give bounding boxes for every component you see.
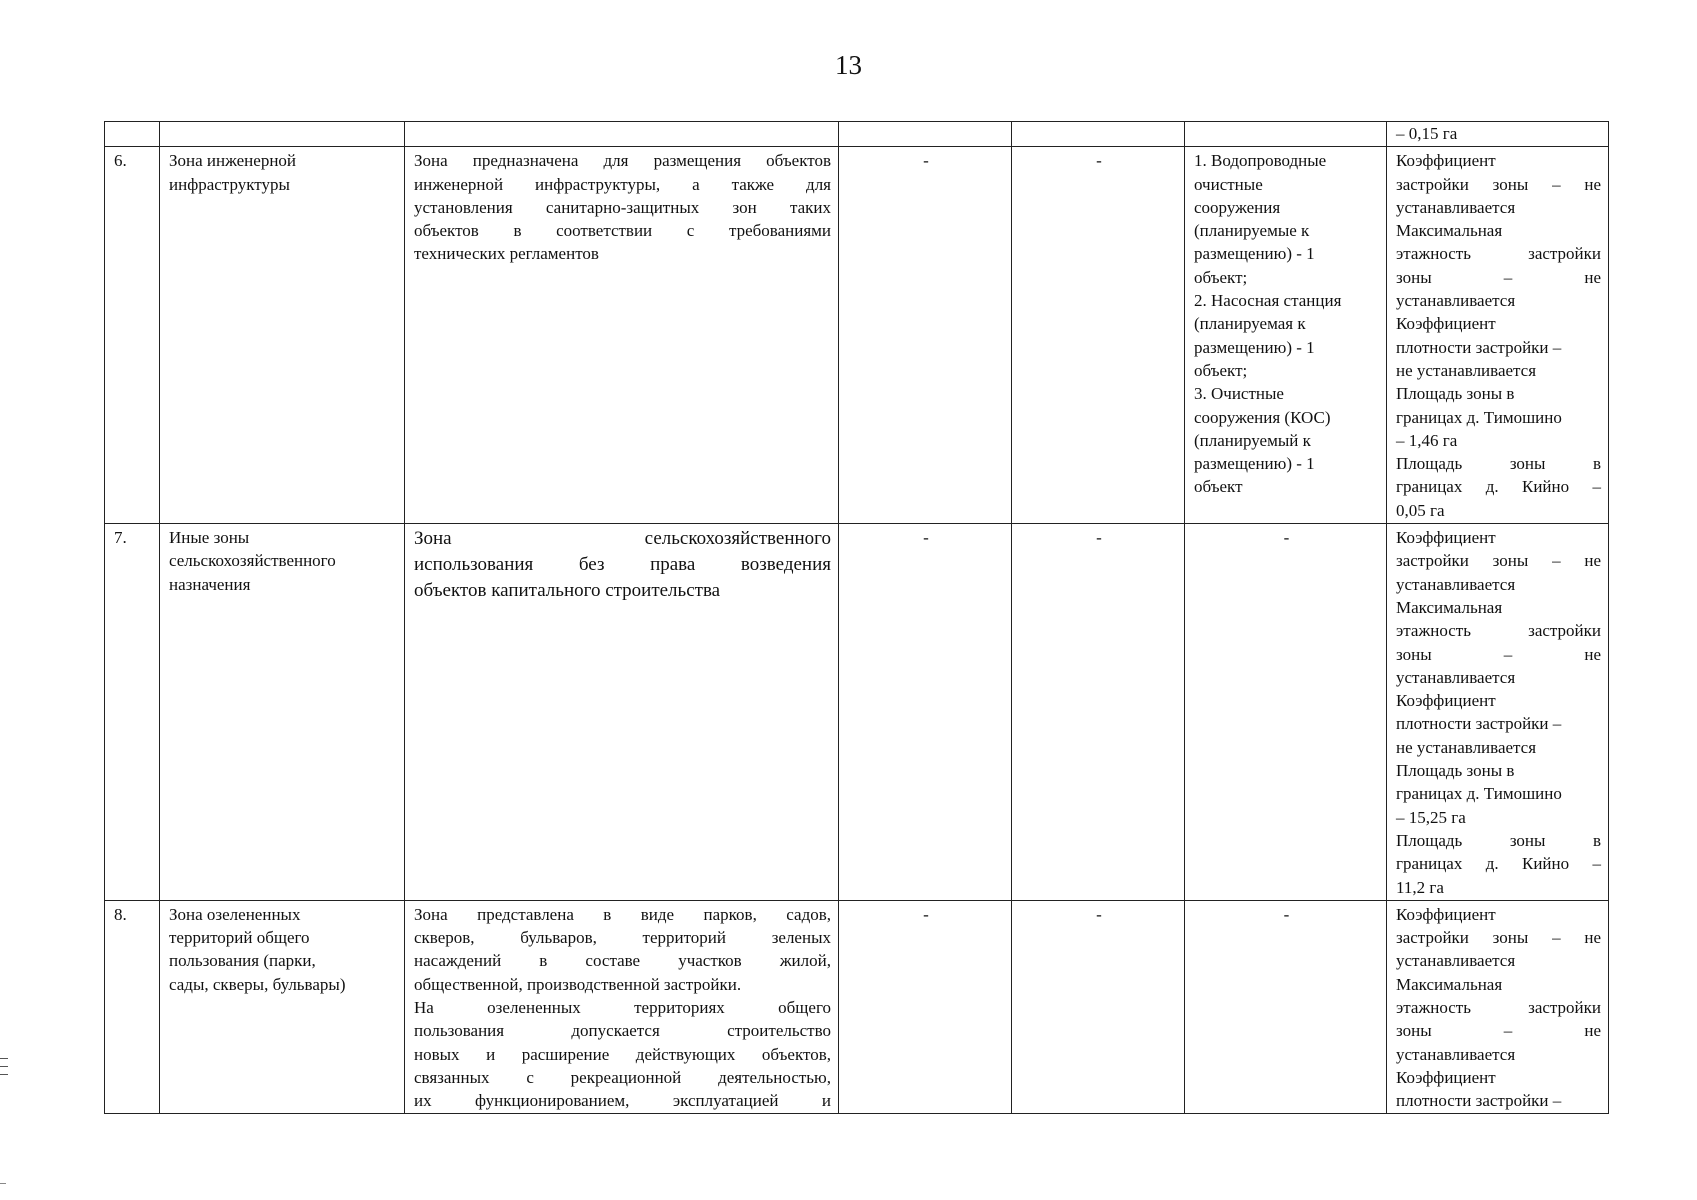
params-line: Коэффициент: [1396, 528, 1496, 548]
zone-name-line: Иные зоны: [169, 528, 250, 548]
params-line: Площадь зоны в: [1396, 454, 1601, 474]
objects-line: размещению) - 1: [1194, 337, 1315, 357]
zone-description-cell: [405, 524, 839, 901]
params-line: не устанавливается: [1396, 360, 1537, 380]
table-row: [105, 524, 1609, 901]
params-line: зоны – не: [1396, 1021, 1601, 1041]
params-line: – 1,46 га: [1396, 430, 1458, 450]
params-line: не устанавливается: [1396, 737, 1537, 757]
zone-name-cell: [160, 524, 405, 901]
row-number: 8.: [105, 900, 160, 1114]
objects-line: 3. Очистные: [1194, 384, 1284, 404]
row-number: 6.: [105, 147, 160, 524]
params-line: Коэффициент: [1396, 1067, 1496, 1087]
objects-line: размещению) - 1: [1194, 244, 1315, 264]
params-line: Площадь зоны в: [1396, 761, 1515, 781]
zone-name-cell: [160, 900, 405, 1114]
objects-line: сооружения (КОС): [1194, 407, 1331, 427]
page-number: 13: [835, 50, 862, 80]
params-cell: [1387, 900, 1609, 1114]
description-line: Зона предназначена для размещения объектов: [414, 151, 831, 171]
objects-line: объект;: [1194, 267, 1248, 287]
params-line: этажность застройки: [1396, 997, 1601, 1017]
description-line: насаждений в составе участков жилой,: [414, 951, 831, 971]
zone-name-line: назначения: [169, 574, 251, 594]
objects-line: (планируемый к: [1194, 430, 1311, 450]
params-line: плотности застройки –: [1396, 337, 1562, 357]
margin-tick: [0, 1066, 8, 1067]
params-line: – 0,15 га: [1396, 124, 1458, 143]
zone-name-line: Зона инженерной: [169, 151, 297, 171]
zone-description-cell: [405, 900, 839, 1114]
description-line: новых и расширение действующих объектов,: [414, 1044, 831, 1064]
params-line: Максимальная: [1396, 221, 1503, 241]
table-cell: [839, 122, 1012, 147]
params-line: этажность застройки: [1396, 621, 1601, 641]
params-line: плотности застройки –: [1396, 1091, 1562, 1111]
objects-line: размещению) - 1: [1194, 454, 1315, 474]
params-line: границах д. Кийно –: [1396, 854, 1601, 874]
params-line: Коэффициент: [1396, 904, 1496, 924]
row-number: 7.: [105, 524, 160, 901]
params-line: устанавливается: [1396, 197, 1516, 217]
zone-name-line: сельскохозяйственного: [169, 551, 336, 571]
params-line: Максимальная: [1396, 974, 1503, 994]
params-line: устанавливается: [1396, 574, 1516, 594]
scan-margin-marks: [0, 1058, 8, 1082]
description-line: использования без права возведения: [414, 554, 831, 576]
zone-name-line: территорий общего: [169, 928, 310, 948]
objects-line: 2. Насосная станция: [1194, 291, 1342, 311]
table-row: [105, 900, 1609, 1114]
description-line: общественной, производственной застройки.: [414, 974, 742, 994]
objects-line: (планируемая к: [1194, 314, 1306, 334]
dash-cell: -: [1185, 524, 1387, 901]
description-line: На озелененных территориях общего: [414, 997, 831, 1017]
params-line: 0,05 га: [1396, 500, 1445, 520]
description-line: инженерной инфраструктуры, а также для: [414, 174, 831, 194]
description-line: связанных с рекреационной деятельностью,: [414, 1067, 831, 1087]
margin-tick: [0, 1058, 8, 1059]
table-cell: [160, 122, 405, 147]
zone-name-line: сады, скверы, бульвары): [169, 974, 346, 994]
dash-cell: -: [1012, 524, 1185, 901]
params-line: зоны – не: [1396, 644, 1601, 664]
objects-line: очистные: [1194, 174, 1263, 194]
zone-name-line: инфраструктуры: [169, 174, 290, 194]
objects-line: сооружения: [1194, 197, 1281, 217]
params-line: границах д. Тимошино: [1396, 784, 1562, 804]
params-line: границах д. Кийно –: [1396, 477, 1601, 497]
zone-description-cell: [405, 147, 839, 524]
params-line: Площадь зоны в: [1396, 384, 1515, 404]
params-line: Площадь зоны в: [1396, 830, 1601, 850]
table-row: [105, 147, 1609, 524]
params-line: Коэффициент: [1396, 151, 1496, 171]
zone-name-cell: [160, 147, 405, 524]
dash-cell: -: [1012, 900, 1185, 1114]
params-line: Коэффициент: [1396, 691, 1496, 711]
zones-table: [104, 121, 1609, 1114]
table-cell: [405, 122, 839, 147]
params-cell: [1387, 147, 1609, 524]
table-cell: [105, 122, 160, 147]
objects-line: (планируемые к: [1194, 221, 1310, 241]
dash-cell: -: [839, 147, 1012, 524]
params-line: устанавливается: [1396, 291, 1516, 311]
params-line: застройки зоны – не: [1396, 174, 1601, 194]
zone-name-line: пользования (парки,: [169, 951, 316, 971]
params-line: – 15,25 га: [1396, 807, 1466, 827]
params-line: устанавливается: [1396, 1044, 1516, 1064]
params-line: застройки зоны – не: [1396, 551, 1601, 571]
params-line: этажность застройки: [1396, 244, 1601, 264]
params-line: плотности застройки –: [1396, 714, 1562, 734]
table-row: [105, 122, 1609, 147]
params-line: устанавливается: [1396, 951, 1516, 971]
params-line: зоны – не: [1396, 267, 1601, 287]
table-cell: [1185, 122, 1387, 147]
margin-tick: [0, 1183, 6, 1184]
params-line: Максимальная: [1396, 597, 1503, 617]
dash-cell: -: [839, 524, 1012, 901]
objects-line: 1. Водопроводные: [1194, 151, 1327, 171]
params-line: застройки зоны – не: [1396, 928, 1601, 948]
params-line: устанавливается: [1396, 667, 1516, 687]
description-line: пользования допускается строительство: [414, 1021, 831, 1041]
objects-line: объект;: [1194, 360, 1248, 380]
margin-tick: [0, 1074, 8, 1075]
dash-cell: -: [1185, 900, 1387, 1114]
description-line: технических регламентов: [414, 244, 599, 264]
objects-cell: [1185, 147, 1387, 524]
params-cell: [1387, 524, 1609, 901]
params-line: Коэффициент: [1396, 314, 1496, 334]
description-line: скверов, бульваров, территорий зеленых: [414, 928, 831, 948]
description-line: установления санитарно-защитных зон таких: [414, 197, 831, 217]
description-line: объектов капитального строительства: [414, 580, 721, 602]
table-cell: [1012, 122, 1185, 147]
zone-name-line: Зона озелененных: [169, 904, 301, 924]
objects-line: объект: [1194, 477, 1243, 497]
params-line: границах д. Тимошино: [1396, 407, 1562, 427]
description-line: объектов в соответствии с требованиями: [414, 221, 831, 241]
dash-cell: -: [1012, 147, 1185, 524]
description-line: Зона сельскохозяйственного: [414, 528, 831, 550]
description-line: Зона представлена в виде парков, садов,: [414, 904, 831, 924]
description-line: их функционированием, эксплуатацией и: [414, 1091, 831, 1111]
params-cell: [1387, 122, 1609, 147]
dash-cell: -: [839, 900, 1012, 1114]
params-line: 11,2 га: [1396, 877, 1444, 897]
